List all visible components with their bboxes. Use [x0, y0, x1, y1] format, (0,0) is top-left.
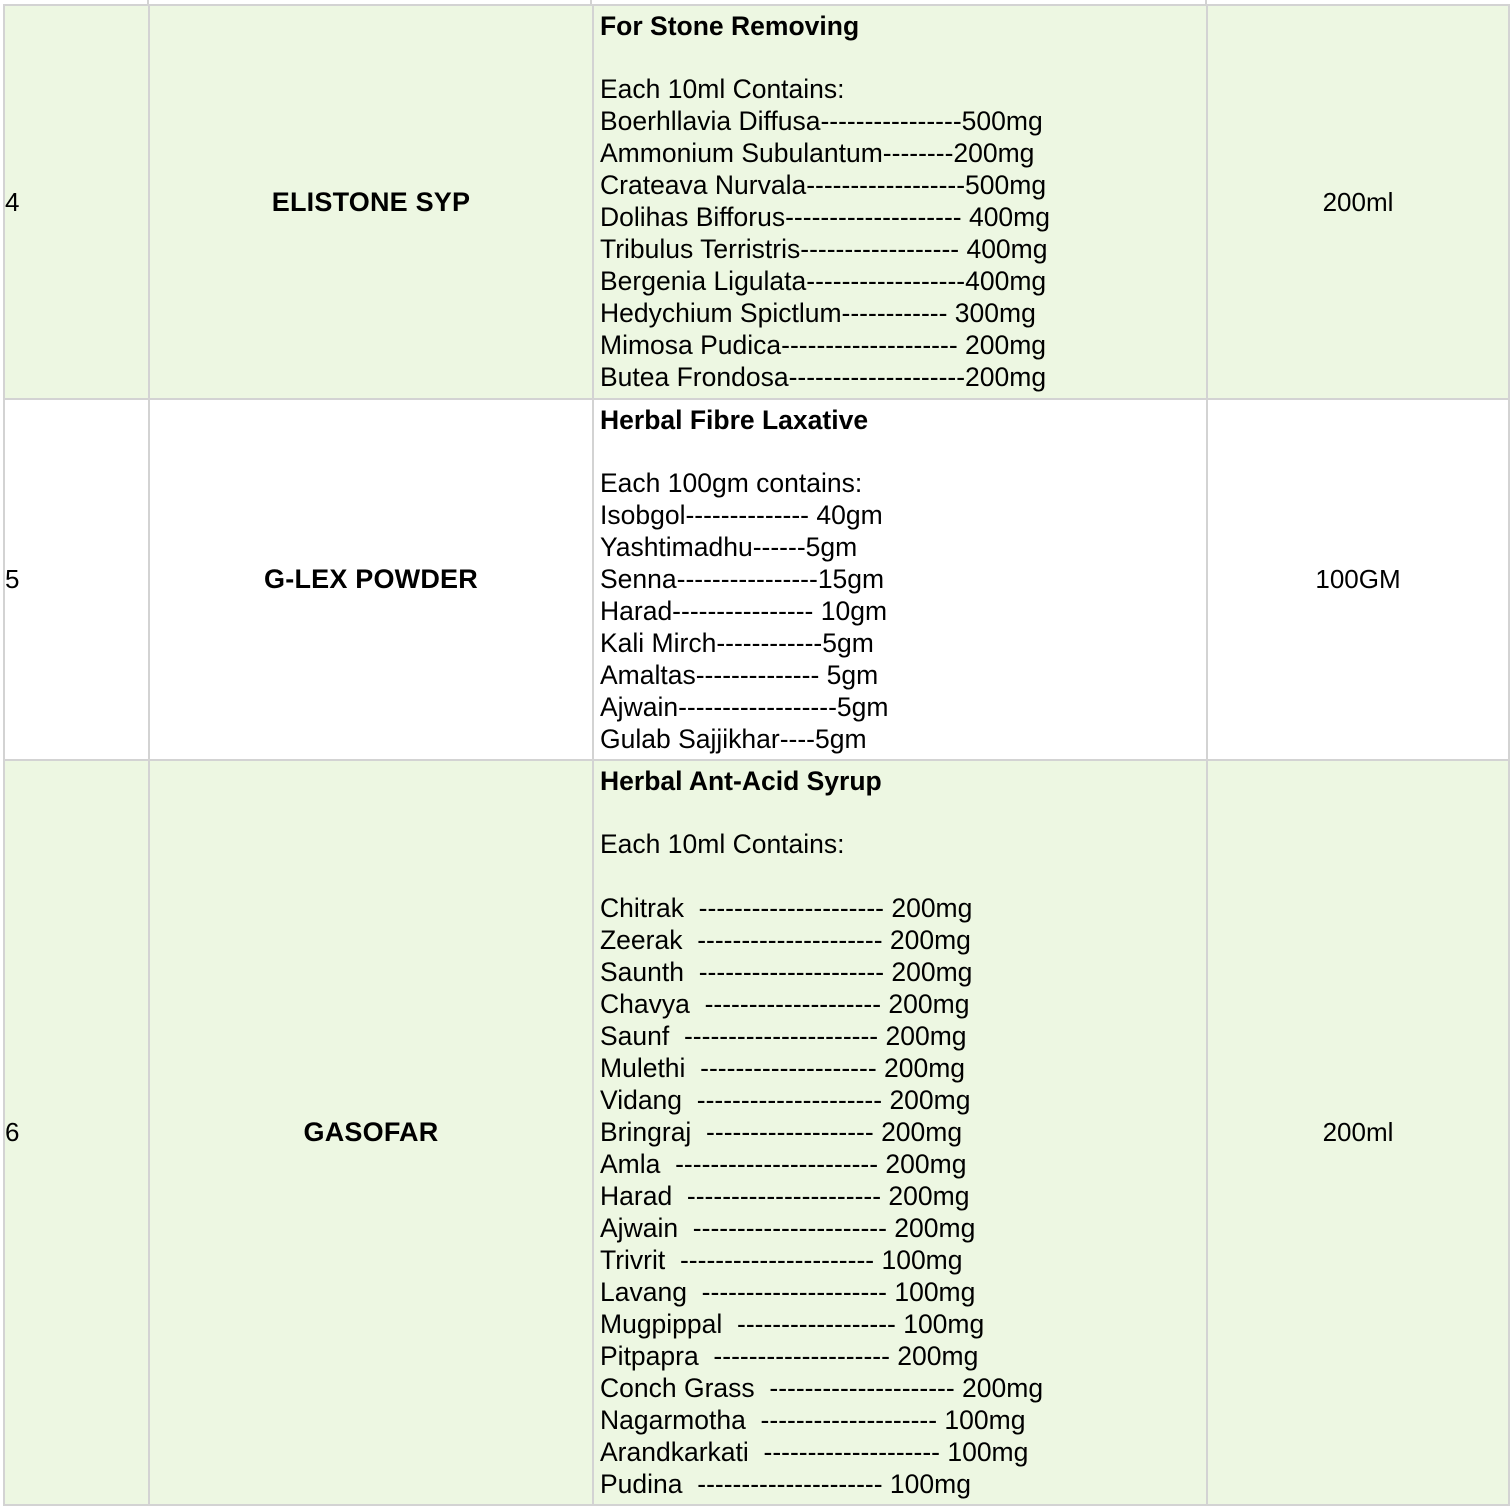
serial-number: 5 [4, 399, 149, 760]
composition-title: For Stone Removing [600, 11, 860, 41]
table-row [4, 760, 1509, 1505]
ingredient-line: Hedychium Spictlum------------ 300mg [600, 298, 1036, 328]
ingredient-line: Kali Mirch------------5gm [600, 628, 874, 658]
ingredient-line: Harad ---------------------- 200mg [600, 1181, 970, 1211]
ingredient-list [600, 499, 1206, 755]
ingredient-line: Ajwain------------------5gm [600, 692, 889, 722]
serial-number: 6 [4, 760, 149, 1505]
ingredient-line: Mugpippal ------------------ 100mg [600, 1309, 985, 1339]
ingredient-line: Amla ----------------------- 200mg [600, 1149, 967, 1179]
ingredient-line: Pudina --------------------- 100mg [600, 1469, 971, 1499]
ingredient-line: Boerhllavia Diffusa----------------500mg [600, 106, 1043, 136]
ingredient-line: Ammonium Subulantum--------200mg [600, 138, 1035, 168]
ingredient-line: Mulethi -------------------- 200mg [600, 1053, 966, 1083]
table-row [4, 399, 1509, 760]
ingredient-line: Arandkarkati -------------------- 100mg [600, 1437, 1029, 1467]
ingredient-list [600, 105, 1206, 393]
ingredient-line: Dolihas Bifforus-------------------- 400mg [600, 202, 1050, 232]
ingredient-line: Yashtimadhu------5gm [600, 532, 858, 562]
ingredient-line: Bringraj ------------------- 200mg [600, 1117, 963, 1147]
product-name: GASOFAR [149, 760, 593, 1505]
ingredient-line: Chitrak --------------------- 200mg [600, 893, 973, 923]
ingredient-line: Saunth --------------------- 200mg [600, 957, 973, 987]
ingredient-line: Gulab Sajjikhar----5gm [600, 724, 867, 754]
ingredient-line: Ajwain ---------------------- 200mg [600, 1213, 976, 1243]
ingredient-line: Senna----------------15gm [600, 564, 885, 594]
product-name: ELISTONE SYP [149, 5, 593, 399]
ingredient-line: Crateava Nurvala------------------500mg [600, 170, 1047, 200]
ingredient-line: Saunf ---------------------- 200mg [600, 1021, 967, 1051]
composition-heading: Each 10ml Contains: [600, 74, 845, 104]
ingredient-line: Bergenia Ligulata------------------400mg [600, 266, 1047, 296]
pack-size: 200ml [1207, 760, 1509, 1505]
ingredient-line: Butea Frondosa--------------------200mg [600, 362, 1047, 392]
serial-number: 4 [4, 5, 149, 399]
ingredient-line: Trivrit ---------------------- 100mg [600, 1245, 963, 1275]
ingredient-line: Nagarmotha -------------------- 100mg [600, 1405, 1026, 1435]
ingredient-line: Isobgol-------------- 40gm [600, 500, 883, 530]
ingredient-line: Zeerak --------------------- 200mg [600, 925, 971, 955]
composition-heading: Each 100gm contains: [600, 468, 863, 498]
table-row [4, 5, 1509, 399]
composition-heading: Each 10ml Contains: [600, 829, 845, 859]
ingredient-line: Conch Grass --------------------- 200mg [600, 1373, 1044, 1403]
ingredient-line: Tribulus Terristris------------------ 400mg [600, 234, 1048, 264]
pack-size: 100GM [1207, 399, 1509, 760]
ingredient-list [600, 892, 1206, 1500]
ingredient-line: Pitpapra -------------------- 200mg [600, 1341, 979, 1371]
ingredient-line: Vidang --------------------- 200mg [600, 1085, 971, 1115]
composition-title: Herbal Ant-Acid Syrup [600, 766, 882, 796]
product-name: G-LEX POWDER [149, 399, 593, 760]
ingredient-line: Amaltas-------------- 5gm [600, 660, 879, 690]
ingredient-line: Lavang --------------------- 100mg [600, 1277, 976, 1307]
pack-size: 200ml [1207, 5, 1509, 399]
ingredient-line: Mimosa Pudica-------------------- 200mg [600, 330, 1047, 360]
composition-cell [593, 760, 1207, 1505]
composition-cell [593, 5, 1207, 399]
ingredient-line: Chavya -------------------- 200mg [600, 989, 970, 1019]
composition-cell [593, 399, 1207, 760]
composition-title: Herbal Fibre Laxative [600, 405, 869, 435]
product-table [3, 4, 1510, 1506]
ingredient-line: Harad---------------- 10gm [600, 596, 888, 626]
